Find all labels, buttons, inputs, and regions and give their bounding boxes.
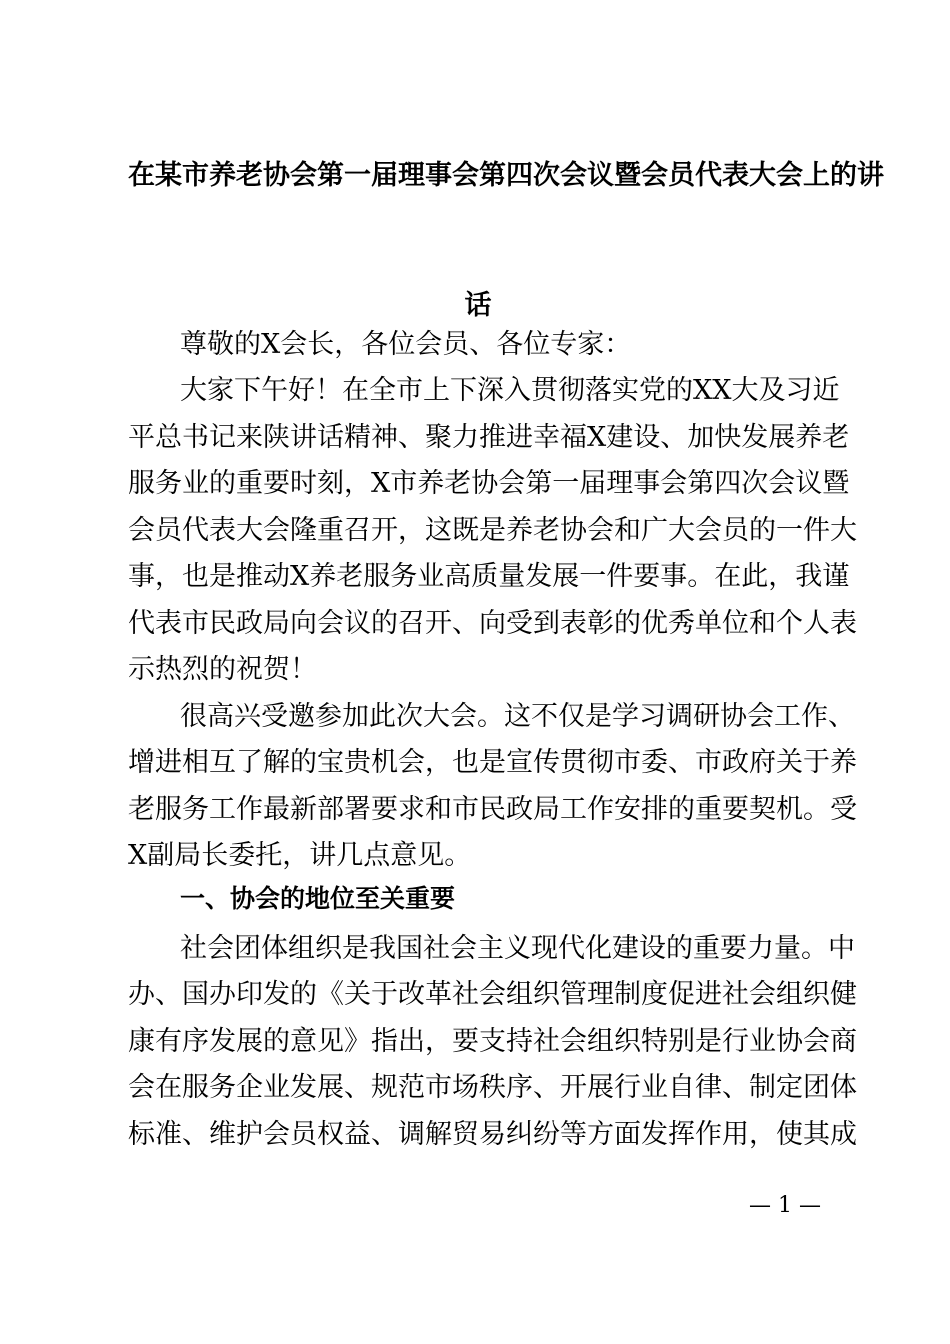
paragraph-1-line: 代表市民政局向会议的召开、向受到表彰的优秀单位和个人表	[128, 608, 857, 639]
paragraph-3-line: 标准、维护会员权益、调解贸易纠纷等方面发挥作用，使其成	[128, 1119, 857, 1150]
page-number: — 1 —	[749, 1193, 821, 1218]
section-heading: 一、协会的地位至关重要	[180, 884, 456, 913]
document-title-line-2: 话	[464, 290, 492, 321]
document-title-line-1: 在某市养老协会第一届理事会第四次会议暨会员代表大会上的讲	[128, 160, 884, 191]
paragraph-1-line: 服务业的重要时刻，X市养老协会第一届理事会第四次会议暨	[128, 468, 850, 499]
salutation: 尊敬的X会长，各位会员、各位专家：	[180, 329, 632, 360]
paragraph-2-line: 老服务工作最新部署要求和市民政局工作安排的重要契机。受	[128, 794, 857, 825]
paragraph-1-line: 平总书记来陕讲话精神、聚力推进幸福X建设、加快发展养老	[128, 422, 850, 453]
paragraph-1-line: 会员代表大会隆重召开，这既是养老协会和广大会员的一件大	[128, 515, 857, 546]
paragraph-3-line: 康有序发展的意见》指出，要支持社会组织特别是行业协会商	[128, 1026, 857, 1057]
paragraph-1-line: 事，也是推动X养老服务业高质量发展一件要事。在此，我谨	[128, 561, 850, 592]
paragraph-1-line: 大家下午好！在全市上下深入贯彻落实党的XX大及习近	[180, 375, 840, 406]
paragraph-3-line: 办、国办印发的《关于改革社会组织管理制度促进社会组织健	[128, 979, 857, 1010]
paragraph-2-line: 很高兴受邀参加此次大会。这不仅是学习调研协会工作、	[180, 701, 855, 732]
paragraph-1-line: 示热烈的祝贺！	[128, 654, 317, 685]
paragraph-3-line: 社会团体组织是我国社会主义现代化建设的重要力量。中	[180, 933, 855, 964]
paragraph-2-line: 增进相互了解的宝贵机会，也是宣传贯彻市委、市政府关于养	[128, 747, 857, 778]
paragraph-2-line: X副局长委托，讲几点意见。	[128, 840, 472, 871]
paragraph-3-line: 会在服务企业发展、规范市场秩序、开展行业自律、制定团体	[128, 1072, 857, 1103]
